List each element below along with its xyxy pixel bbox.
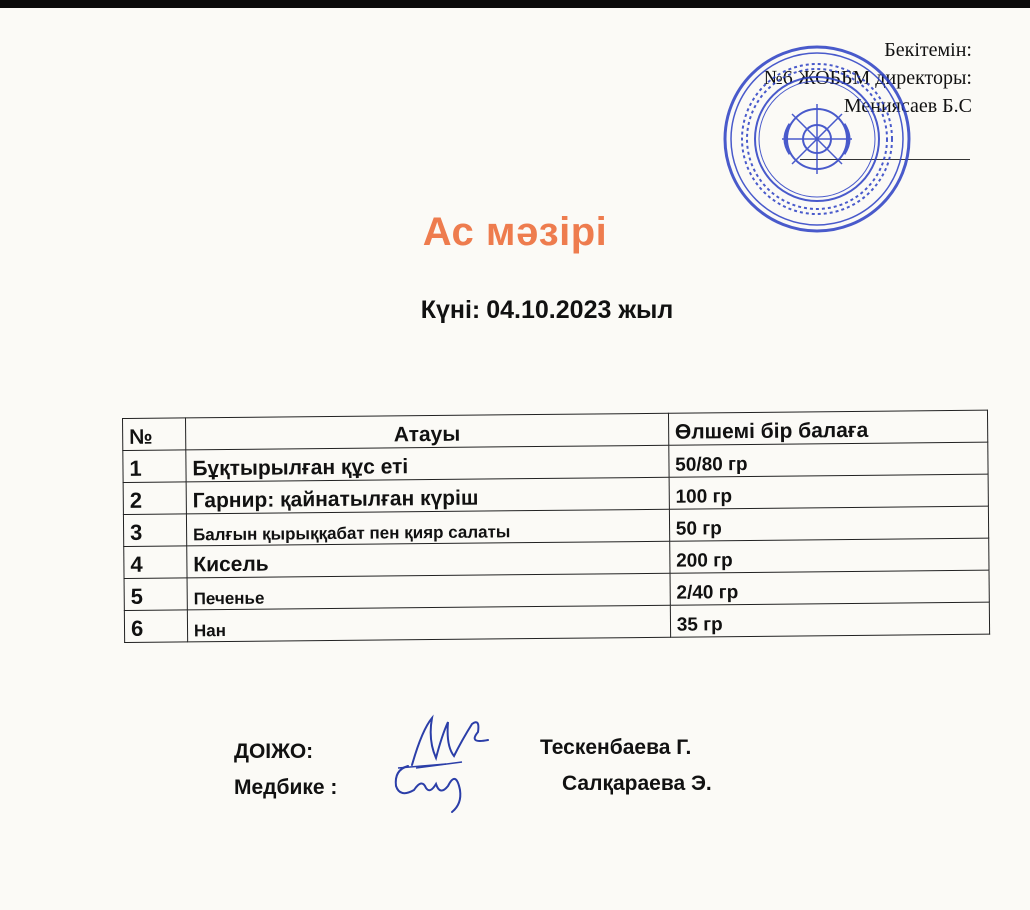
row-number: 3 <box>123 514 186 547</box>
official-seal-stamp <box>722 44 912 234</box>
row-name: Кисель <box>187 541 670 578</box>
header-name: Атауы <box>185 413 668 450</box>
top-border <box>0 0 1030 8</box>
row-amount: 50/80 гр <box>669 442 989 477</box>
row-name: Печенье <box>187 573 670 610</box>
row-amount: 50 гр <box>669 506 989 541</box>
row-name: Нан <box>187 605 670 642</box>
medbike-name: Салқараева Э. <box>562 772 712 795</box>
date-label: Күні: <box>420 296 481 324</box>
medbike-signature <box>386 760 476 816</box>
approval-line-1: Бекітемін: <box>884 39 972 61</box>
menu-table <box>122 410 990 643</box>
row-amount: 35 гр <box>670 602 990 637</box>
row-amount: 100 гр <box>669 474 989 509</box>
row-name: Балғын қырыққабат пен қияр салаты <box>186 509 669 546</box>
row-number: 4 <box>124 546 187 579</box>
doizho-label: ДОІЖО: <box>234 740 314 763</box>
date-value: 04.10.2023 жыл <box>486 296 674 324</box>
row-number: 5 <box>124 578 187 611</box>
page-title: Ас мәзірі <box>422 210 608 254</box>
medbike-label: Медбике : <box>234 776 338 799</box>
row-name: Гарнир: қайнатылған күріш <box>186 477 669 514</box>
row-number: 1 <box>123 450 186 483</box>
doizho-name: Тескенбаева Г. <box>540 736 692 759</box>
row-amount: 200 гр <box>669 538 989 573</box>
row-name: Бұқтырылған құс еті <box>186 445 669 482</box>
row-number: 6 <box>124 610 187 643</box>
row-amount: 2/40 гр <box>670 570 990 605</box>
approval-line-2: №6 ЖОББМ директоры: <box>763 67 972 89</box>
row-number: 2 <box>123 482 186 515</box>
header-number: № <box>123 418 186 451</box>
approval-line-3: Мениясаев Б.С <box>843 95 972 117</box>
header-amount: Өлшемі бір балаға <box>668 410 988 445</box>
menu-date <box>0 296 1030 325</box>
